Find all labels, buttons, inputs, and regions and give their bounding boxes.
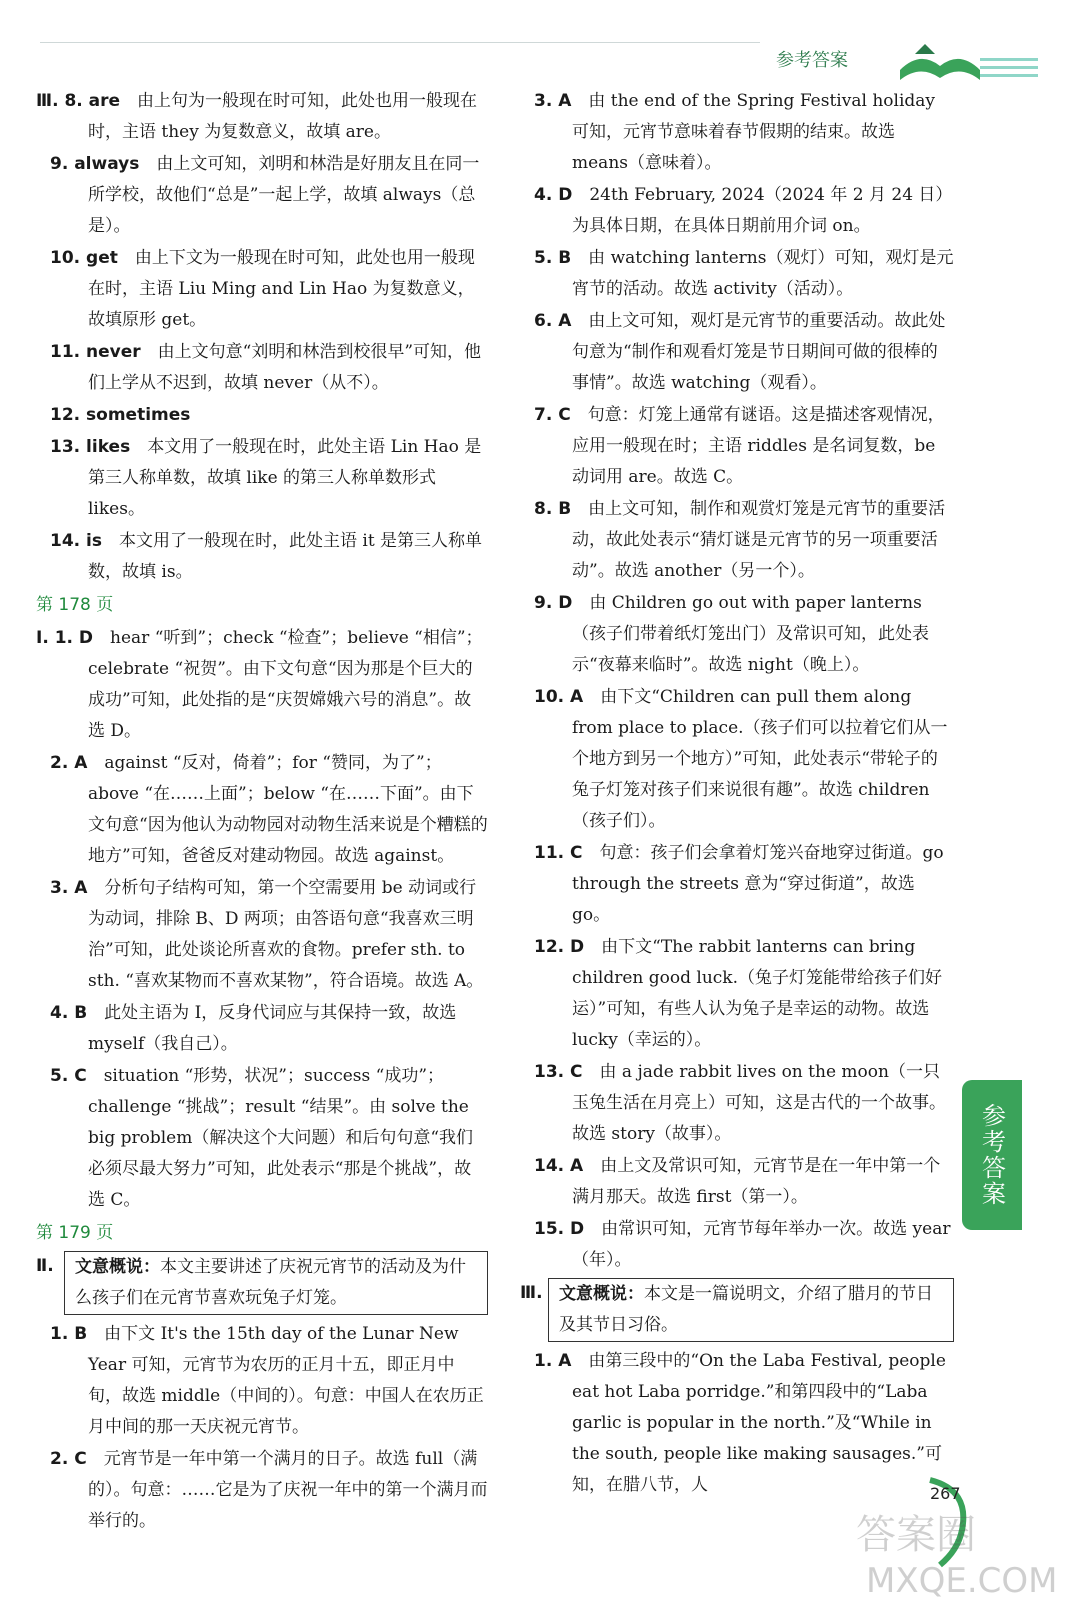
page-number: 267 [930,1484,961,1503]
answer-item: Ⅲ. 8. are 由上句为一般现在时可知，此处也用一般现在时，主语 they 为复数意义，故填 are。 [36,91,478,142]
svg-text:MXQE.COM: MXQE.COM [866,1561,1058,1600]
answer-item: 3. A 分析句子结构可知，第一个空需要用 be 动词或行为动词，排除 B、D 两项；由答语句意“我喜欢三明治”可知，此处谈论所喜欢的食物。prefer sth. to sth. “喜欢某物而不喜欢某物”，符合语境。故选 A。 [50,878,484,991]
side-tab: 参考答案 [962,1080,1022,1230]
answer-item: 4. B 此处主语为 I，反身代词应与其保持一致，故选 myself（我自己）。 [50,1003,457,1054]
answer-item: 7. C 句意：灯笼上通常有谜语。这是描述客观情况，应用一般现在时；主语 riddles 是名词复数，be 动词用 are。故选 C。 [534,405,945,487]
answer-item: 5. C situation “形势，状况”；success “成功”；challenge “挑战”；result “结果”。由 solve the big problem（解决这个大问题）和后句句意“我们必须尽最大努力”可知，此处表示“那是个挑战”，故选 C。 [50,1066,474,1210]
answer-item: 13. likes 本文用了一般现在时，此处主语 Lin Hao 是第三人称单数，故填 like 的第三人称单数形式 likes。 [50,437,482,519]
answer-item: 8. B 由上文可知，制作和观赏灯笼是元宵节的重要活动，故此处表示“猜灯谜是元宵节的另一项重要活动”。故选 another（另一个）。 [534,499,946,581]
header-rule [40,42,760,43]
right-column [520,86,954,1502]
summary-box: 文意概说：本文主要讲述了庆祝元宵节的活动及为什么孩子们在元宵节喜欢玩兔子灯笼。 [64,1251,488,1315]
section-roman: Ⅱ. [36,1256,54,1276]
answer-item: 4. D 24th February, 2024（2024 年 2 月 24 日）为具体日期，在具体日期前用介词 on。 [534,185,953,236]
answer-item: 9. always 由上文可知，刘明和林浩是好朋友且在同一所学校，故他们“总是”一起上学，故填 always（总是）。 [50,154,480,236]
answer-item: 12. sometimes [50,405,191,425]
section-roman: Ⅲ. [520,1283,543,1303]
answer-item: 14. A 由上文及常识可知，元宵节是在一年中第一个满月那天。故选 first（第一）。 [534,1156,941,1207]
left-column [36,86,488,1538]
book-logo-icon [880,40,1040,88]
page-heading-178: 第 178 页 [36,595,114,615]
svg-text:答案圈: 答案圈 [856,1512,976,1558]
header-title: 参考答案 [776,50,848,71]
answer-item: 11. never 由上文句意“刘明和林浩到校很早”可知，他们上学从不迟到，故填 never（从不）。 [50,342,482,393]
answer-item: 15. D 由常识可知，元宵节每年举办一次。故选 year（年）。 [534,1219,951,1270]
answer-item: Ⅰ. 1. D hear “听到”；check “检查”；believe “相信”；celebrate “祝贺”。由下文句意“因为那是个巨大的成功”可知，此处指的是“庆贺嫦娥六号的消息”。故选 D。 [36,628,483,741]
answer-item: 3. A 由 the end of the Spring Festival holiday 可知，元宵节意味着春节假期的结束。故选 means（意味着）。 [534,91,935,173]
answer-item: 10. A 由下文“Children can pull them along from place to place.（孩子们可以拉着它们从一个地方到另一个地方）”可知，此处表示“带轮子的兔子灯笼对孩子们来说很有趣”。故选 children（孩子们）。 [534,687,948,831]
answer-item: 6. A 由上文可知，观灯是元宵节的重要活动。故此处句意为“制作和观看灯笼是节日期间可做的很棒的事情”。故选 watching（观看）。 [534,311,946,393]
page-heading-179: 第 179 页 [36,1223,114,1243]
answer-item: 14. is 本文用了一般现在时，此处主语 it 是第三人称单数，故填 is。 [50,531,483,582]
summary-block [520,1278,954,1342]
answer-item: 9. D 由 Children go out with paper lanterns（孩子们带着纸灯笼出门）及常识可知，此处表示“夜幕来临时”。故选 night（晚上）。 [534,593,929,675]
answer-item: 5. B 由 watching lanterns（观灯）可知，观灯是元宵节的活动。故选 activity（活动）。 [534,248,954,299]
answer-item: 10. get 由上下文为一般现在时可知，此处也用一般现在时，主语 Liu Ming and Lin Hao 为复数意义，故填原形 get。 [50,248,475,330]
summary-box: 文意概说：本文是一篇说明文，介绍了腊月的节日及其节日习俗。 [548,1278,954,1342]
answer-item: 13. C 由 a jade rabbit lives on the moon（一只玉兔生活在月亮上）可知，这是古代的一个故事。故选 story（故事）。 [534,1062,946,1144]
answer-item: 2. A against “反对，倚着”；for “赞同，为了”；above “在……上面”；below “在……下面”。由下文句意“因为他认为动物园对动物生活来说是个糟糕的地方”可知，爸爸反对建动物园。故选 against。 [50,753,488,866]
answer-item: 1. B 由下文 It's the 15th day of the Lunar New Year 可知，元宵节为农历的正月十五，即正月中旬，故选 middle（中间的）。句意：中国人在农历正月中间的那一天庆祝元宵节。 [50,1324,484,1437]
summary-block [36,1251,488,1315]
answer-item: 11. C 句意：孩子们会拿着灯笼兴奋地穿过街道。go through the streets 意为“穿过街道”，故选 go。 [534,843,944,925]
watermark-logo [826,1500,1066,1600]
answer-item: 12. D 由下文“The rabbit lanterns can bring children good luck.（兔子灯笼能带给孩子们好运）”可知，有些人认为兔子是幸运的动物。故选 lucky（幸运的）。 [534,937,943,1050]
answer-item: 1. A 由第三段中的“On the Laba Festival, people eat hot Laba porridge.”和第四段中的“Laba garlic is popular in the north.”及“While in the south, people like making sausages.”可知，在腊八节，人 [534,1351,946,1495]
answer-item: 2. C 元宵节是一年中第一个满月的日子。故选 full（满的）。句意：……它是为了庆祝一年中的第一个满月而举行的。 [50,1449,488,1531]
